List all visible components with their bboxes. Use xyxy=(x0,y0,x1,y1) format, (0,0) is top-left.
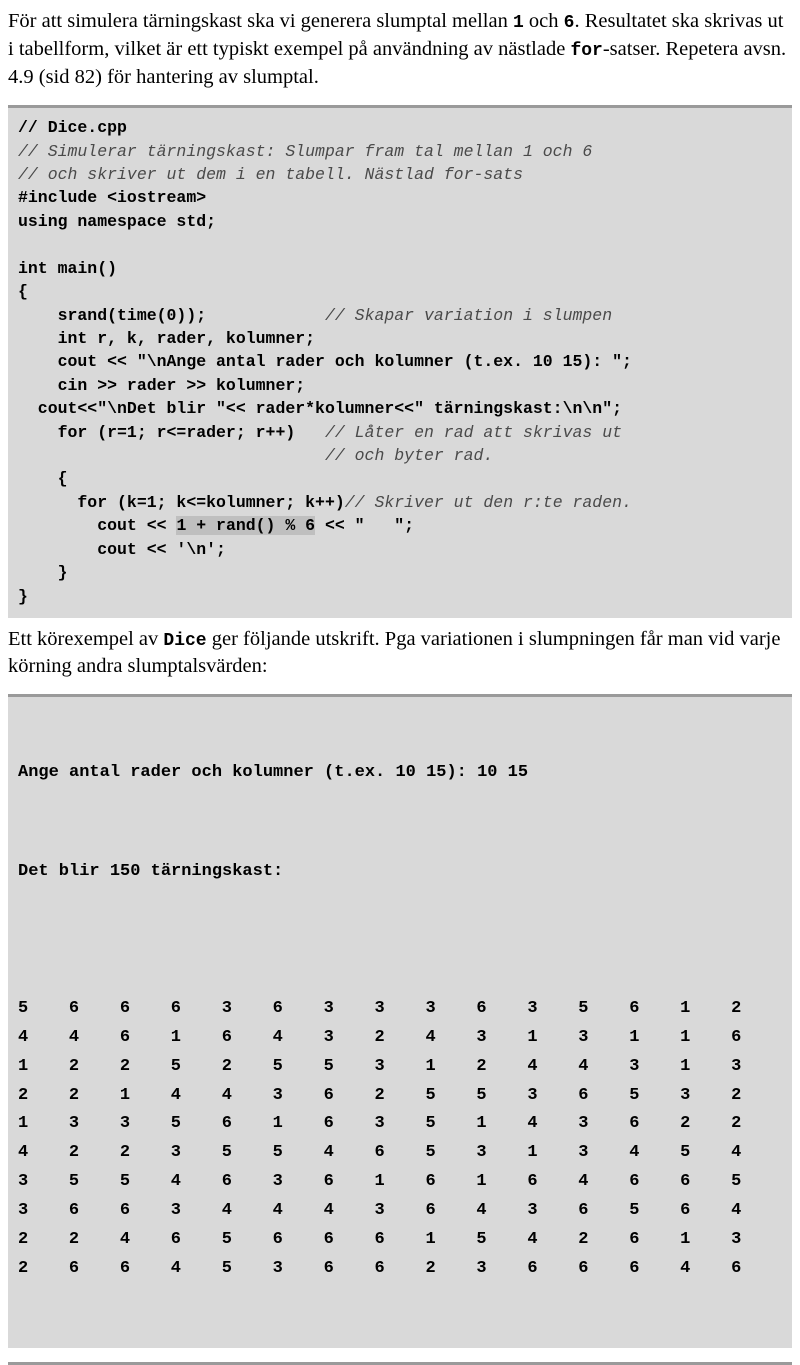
dice-cell: 2 xyxy=(221,1056,232,1076)
dice-cell: 6 xyxy=(731,1258,742,1278)
dice-cell: 4 xyxy=(18,1027,29,1047)
intro-text-1: För att simulera tärningskast ska vi generera slumptal mellan xyxy=(8,10,513,32)
code-for-outer: for (r=1; r<=rader; r++) xyxy=(18,422,296,442)
dice-cell: 1 xyxy=(629,1027,640,1047)
dice-cell: 6 xyxy=(272,999,283,1019)
dice-cell: 4 xyxy=(323,1201,334,1221)
dice-cell: 5 xyxy=(221,1258,232,1278)
code-declarations: int r, k, rader, kolumner; xyxy=(18,328,316,348)
output-blank-line xyxy=(18,935,782,945)
dice-cell: 6 xyxy=(323,1258,334,1278)
dice-cell: 3 xyxy=(731,1229,742,1249)
dice-cell: 6 xyxy=(68,999,80,1019)
code-include: #include <iostream> xyxy=(18,188,207,208)
dice-cell: 6 xyxy=(221,1114,232,1134)
code-blank-1 xyxy=(18,235,28,254)
dice-cell: 2 xyxy=(119,1143,131,1163)
dice-cell: 2 xyxy=(731,999,742,1019)
code-title: // Dice.cpp xyxy=(18,118,127,138)
code-cout-dice-expression: 1 + rand() % 6 xyxy=(176,516,316,536)
dice-cell: 5 xyxy=(221,1143,232,1163)
dice-cell: 6 xyxy=(476,999,487,1019)
dice-cell: 3 xyxy=(272,1258,283,1278)
dice-cell: 2 xyxy=(68,1229,80,1249)
dice-cell: 3 xyxy=(18,1201,29,1221)
dice-cell: 6 xyxy=(629,1258,640,1278)
code-cout-total: cout<<"\nDet blir "<< rader*kolumner<<" tärningskast:\n\n"; xyxy=(18,399,622,419)
dice-cell: 4 xyxy=(68,1027,80,1047)
dice-cell: 5 xyxy=(680,1143,691,1163)
code-cout-newline: cout << '\n'; xyxy=(18,539,226,559)
program-output xyxy=(8,697,792,1348)
dice-cell: 5 xyxy=(578,999,589,1019)
dice-cell: 6 xyxy=(731,1027,742,1047)
dice-cell: 2 xyxy=(18,1229,29,1249)
dice-cell: 6 xyxy=(323,1085,334,1105)
intro-text-2: och xyxy=(523,10,564,32)
code-cout-prompt: cout << "\nAnge antal rader och kolumner (t.ex. 10 15): "; xyxy=(18,352,632,372)
dice-cell: 4 xyxy=(578,1056,589,1076)
dice-cell: 2 xyxy=(578,1229,589,1249)
dice-cell: 6 xyxy=(578,1201,589,1221)
dice-cell: 5 xyxy=(68,1172,80,1192)
dice-cell: 6 xyxy=(527,1172,538,1192)
dice-cell: 5 xyxy=(272,1143,283,1163)
dice-cell: 3 xyxy=(425,999,436,1019)
code-cin-input: cin >> rader >> kolumner; xyxy=(18,375,306,395)
dice-cell: 5 xyxy=(119,1172,131,1192)
dice-cell: 1 xyxy=(680,1027,691,1047)
dice-cell: 1 xyxy=(476,1114,487,1134)
dice-cell: 1 xyxy=(680,1229,691,1249)
dice-cell: 3 xyxy=(578,1143,589,1163)
dice-cell: 6 xyxy=(323,1114,334,1134)
dice-cell: 3 xyxy=(527,1085,538,1105)
dice-cell: 6 xyxy=(629,1172,640,1192)
dice-cell: 4 xyxy=(170,1085,181,1105)
code-listing xyxy=(8,108,792,618)
dice-cell: 4 xyxy=(578,1172,589,1192)
dice-cell: 4 xyxy=(221,1085,232,1105)
dice-cell: 3 xyxy=(680,1085,691,1105)
dice-cell: 3 xyxy=(731,1056,742,1076)
dice-cell: 5 xyxy=(731,1172,742,1192)
dice-cell: 6 xyxy=(119,1258,131,1278)
midtext-program-name: Dice xyxy=(163,630,207,651)
dice-cell: 4 xyxy=(731,1143,742,1163)
dice-cell: 6 xyxy=(119,999,131,1019)
dice-cell: 2 xyxy=(731,1085,742,1105)
dice-cell: 3 xyxy=(527,999,538,1019)
dice-cell: 6 xyxy=(578,1258,589,1278)
dice-cell: 5 xyxy=(629,1085,640,1105)
dice-cell: 2 xyxy=(731,1114,742,1134)
dice-cell: 1 xyxy=(18,1056,29,1076)
dice-cell: 5 xyxy=(221,1229,232,1249)
dice-cell: 5 xyxy=(476,1229,487,1249)
dice-cell: 3 xyxy=(374,1114,385,1134)
intro-value-high: 6 xyxy=(563,13,575,33)
dice-cell: 6 xyxy=(629,999,640,1019)
dice-cell: 3 xyxy=(578,1114,589,1134)
dice-cell: 3 xyxy=(527,1201,538,1221)
dice-cell: 4 xyxy=(527,1056,538,1076)
dice-cell: 6 xyxy=(170,999,181,1019)
dice-cell: 4 xyxy=(272,1201,283,1221)
dice-cell: 6 xyxy=(119,1201,131,1221)
code-for-outer-comment-1: // Låter en rad att skrivas ut xyxy=(324,422,623,442)
intro-paragraph xyxy=(8,8,792,91)
dice-cell: 6 xyxy=(221,1027,232,1047)
code-close-brace: } xyxy=(18,586,28,606)
dice-cell: 3 xyxy=(476,1143,487,1163)
dice-cell: 1 xyxy=(425,1229,436,1249)
dice-cell: 5 xyxy=(476,1085,487,1105)
dice-cell: 2 xyxy=(476,1056,487,1076)
dice-cell: 6 xyxy=(425,1201,436,1221)
dice-cell: 3 xyxy=(629,1056,640,1076)
intro-text-3: . Resultatet ska skrivas ut i tabellform, vilket är ett typiskt exempel på användning av nästlade xyxy=(8,10,784,60)
code-for-outer-comment-2: // och byter rad. xyxy=(324,446,494,466)
dice-cell: 3 xyxy=(374,1056,385,1076)
dice-cell: 4 xyxy=(731,1201,742,1221)
dice-cell: 5 xyxy=(425,1114,436,1134)
dice-cell: 6 xyxy=(374,1258,385,1278)
dice-cell: 1 xyxy=(18,1114,29,1134)
dice-cell: 3 xyxy=(323,1027,334,1047)
dice-cell: 6 xyxy=(680,1172,691,1192)
divider-below-output xyxy=(8,1362,792,1365)
dice-cell: 6 xyxy=(578,1085,589,1105)
code-cout-dice-prefix: cout << xyxy=(18,516,177,536)
code-open-brace: { xyxy=(18,282,28,302)
dice-cell: 5 xyxy=(425,1085,436,1105)
dice-cell: 4 xyxy=(476,1201,487,1221)
dice-cell: 6 xyxy=(680,1201,691,1221)
code-for-inner: for (k=1; k<=kolumner; k++) xyxy=(18,492,345,512)
dice-cell: 5 xyxy=(629,1201,640,1221)
dice-cell: 6 xyxy=(221,1172,232,1192)
intro-keyword-for: for xyxy=(570,40,603,61)
intro-text-4: -satser. Repetera avsn. 4.9 (sid 82) för hantering av slumptal. xyxy=(8,37,787,88)
dice-cell: 6 xyxy=(374,1229,385,1249)
dice-cell: 4 xyxy=(629,1143,640,1163)
dice-cell: 4 xyxy=(680,1258,691,1278)
dice-cell: 1 xyxy=(119,1085,131,1105)
dice-cell: 6 xyxy=(425,1172,436,1192)
dice-cell: 5 xyxy=(323,1056,334,1076)
dice-cell: 4 xyxy=(18,1143,29,1163)
dice-cell: 4 xyxy=(221,1201,232,1221)
midtext-text-1: Ett körexempel av xyxy=(8,627,164,650)
dice-cell: 1 xyxy=(476,1172,487,1192)
output-prompt-line: Ange antal rader och kolumner (t.ex. 10 15): 10 15 xyxy=(18,763,529,783)
dice-cell: 2 xyxy=(374,1085,385,1105)
code-inner-close-brace: } xyxy=(18,563,68,583)
dice-cell: 6 xyxy=(374,1143,385,1163)
code-for-inner-comment: // Skriver ut den r:te raden. xyxy=(344,492,632,512)
dice-cell: 5 xyxy=(272,1056,283,1076)
run-example-paragraph xyxy=(8,626,792,680)
dice-cell: 3 xyxy=(119,1114,131,1134)
dice-cell: 6 xyxy=(323,1172,334,1192)
intro-value-low: 1 xyxy=(512,13,524,33)
dice-cell: 6 xyxy=(272,1229,283,1249)
dice-cell: 2 xyxy=(374,1027,385,1047)
dice-cell: 1 xyxy=(170,1027,181,1047)
dice-cell: 6 xyxy=(629,1114,640,1134)
code-main-signature: int main() xyxy=(18,258,118,278)
dice-cell: 3 xyxy=(374,1201,385,1221)
dice-cell: 1 xyxy=(272,1114,283,1134)
dice-cell: 1 xyxy=(680,1056,691,1076)
dice-cell: 2 xyxy=(680,1114,691,1134)
dice-cell: 1 xyxy=(527,1143,538,1163)
dice-cell: 6 xyxy=(170,1229,181,1249)
dice-cell: 4 xyxy=(323,1143,334,1163)
dice-cell: 4 xyxy=(272,1027,283,1047)
dice-table xyxy=(18,996,782,1283)
dice-cell: 1 xyxy=(425,1056,436,1076)
dice-cell: 6 xyxy=(323,1229,334,1249)
midtext-text-2: ger följande utskrift. Pga variationen i slumpningen får man vid varje körning andra slumptalsvärden: xyxy=(8,627,781,678)
dice-cell: 6 xyxy=(629,1229,640,1249)
dice-cell: 3 xyxy=(272,1172,283,1192)
code-cout-dice-suffix: << " "; xyxy=(315,516,415,536)
dice-cell: 3 xyxy=(68,1114,80,1134)
dice-cell: 4 xyxy=(425,1027,436,1047)
dice-cell: 3 xyxy=(170,1143,181,1163)
dice-cell: 3 xyxy=(476,1027,487,1047)
dice-cell: 5 xyxy=(170,1056,181,1076)
dice-cell: 4 xyxy=(527,1114,538,1134)
code-comment-1: // Simulerar tärningskast: Slumpar fram tal mellan 1 och 6 xyxy=(18,141,593,161)
dice-cell: 3 xyxy=(323,999,334,1019)
dice-cell: 2 xyxy=(119,1056,131,1076)
code-using: using namespace std; xyxy=(18,211,217,231)
dice-cell: 6 xyxy=(68,1258,80,1278)
dice-cell: 1 xyxy=(374,1172,385,1192)
dice-cell: 2 xyxy=(18,1258,29,1278)
dice-cell: 5 xyxy=(425,1143,436,1163)
dice-cell: 4 xyxy=(170,1172,181,1192)
dice-cell: 5 xyxy=(170,1114,181,1134)
code-srand-comment: // Skapar variation i slumpen xyxy=(324,305,613,325)
code-srand: srand(time(0)); xyxy=(18,305,207,325)
dice-cell: 2 xyxy=(18,1085,29,1105)
dice-cell: 6 xyxy=(527,1258,538,1278)
dice-cell: 2 xyxy=(68,1056,80,1076)
dice-cell: 2 xyxy=(425,1258,436,1278)
dice-cell: 1 xyxy=(527,1027,538,1047)
dice-cell: 3 xyxy=(476,1258,487,1278)
dice-cell: 5 xyxy=(18,999,29,1019)
dice-cell: 3 xyxy=(578,1027,589,1047)
dice-cell: 6 xyxy=(68,1201,80,1221)
dice-cell: 3 xyxy=(272,1085,283,1105)
dice-cell: 3 xyxy=(374,999,385,1019)
dice-cell: 4 xyxy=(119,1229,131,1249)
dice-cell: 2 xyxy=(68,1085,80,1105)
dice-cell: 3 xyxy=(18,1172,29,1192)
dice-cell: 3 xyxy=(221,999,232,1019)
dice-cell: 4 xyxy=(170,1258,181,1278)
dice-cell: 6 xyxy=(119,1027,131,1047)
output-total-line: Det blir 150 tärningskast: xyxy=(18,861,284,881)
dice-cell: 3 xyxy=(170,1201,181,1221)
dice-cell: 4 xyxy=(527,1229,538,1249)
code-comment-2: // och skriver ut dem i en tabell. Nästlad for-sats xyxy=(18,164,523,184)
dice-cell: 1 xyxy=(680,999,691,1019)
dice-cell: 2 xyxy=(68,1143,80,1163)
code-inner-open-brace: { xyxy=(18,469,68,489)
